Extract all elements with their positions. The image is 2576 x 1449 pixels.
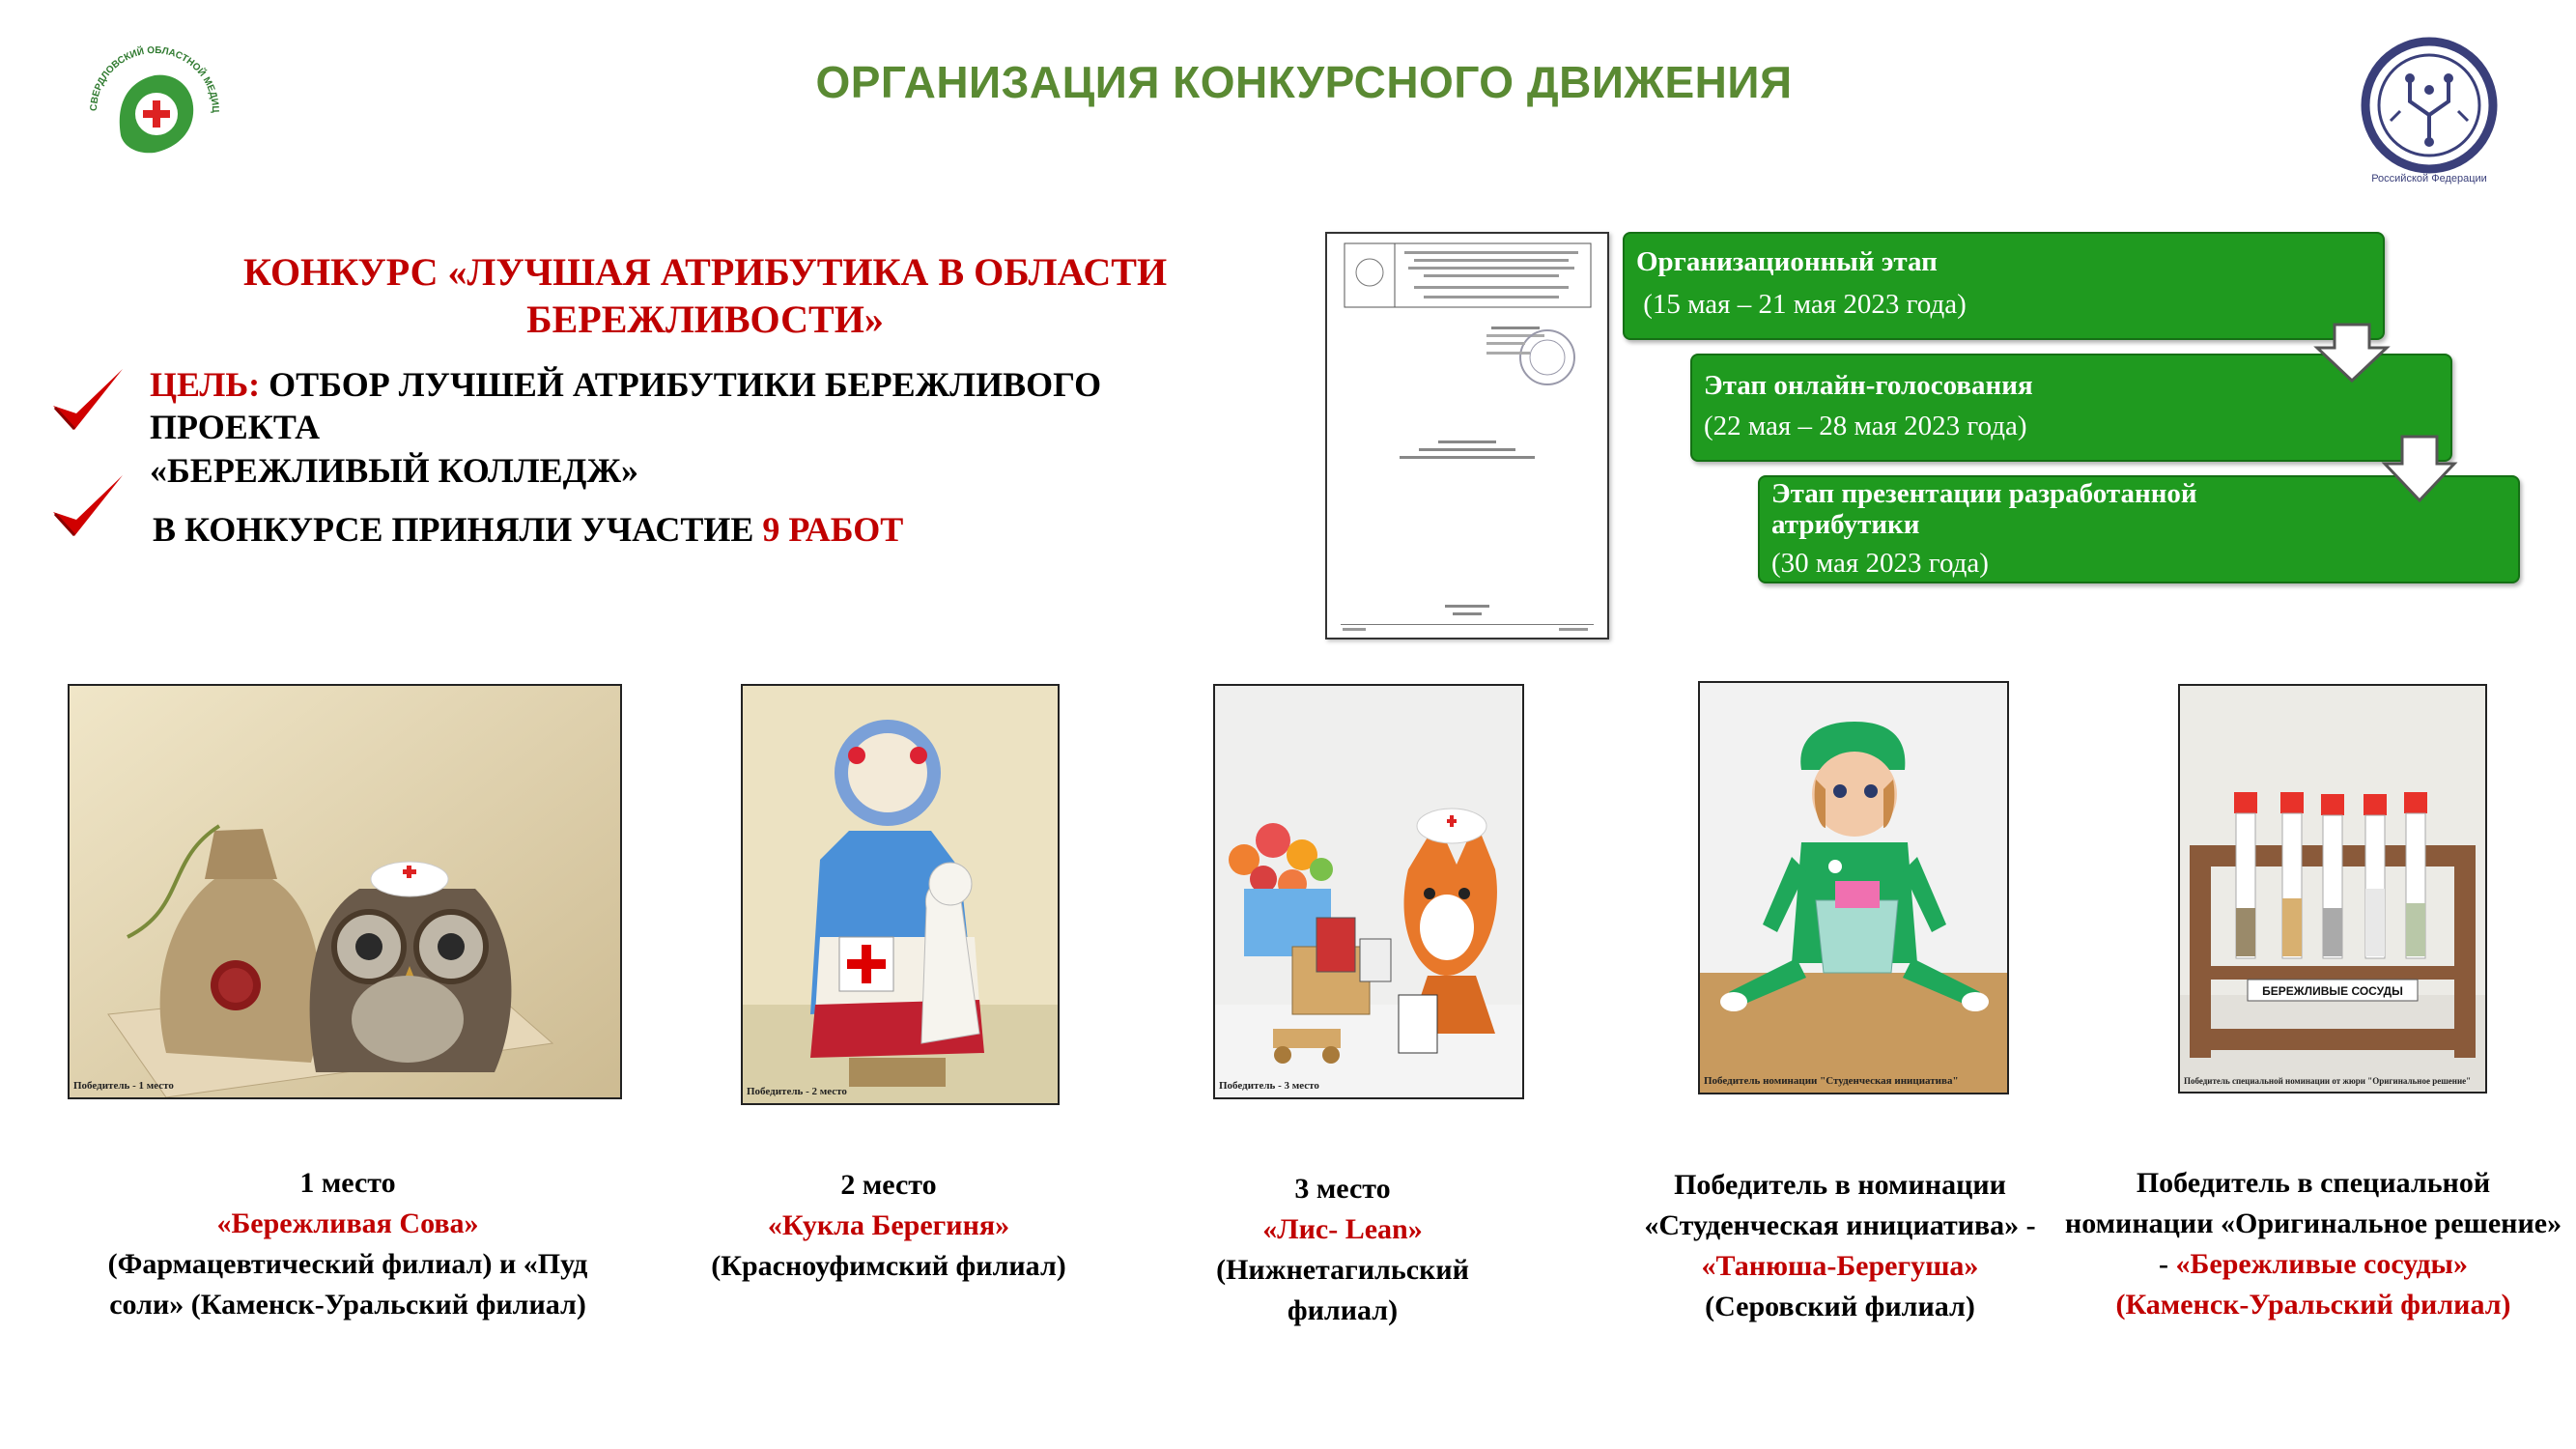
- stage-dates: (15 мая – 21 мая 2023 года): [1636, 289, 1967, 320]
- stage-dates: (30 мая 2023 года): [1771, 548, 1989, 579]
- goal-description: ОТБОР ЛУЧШЕЙ АТРИБУТИКИ БЕРЕЖЛИВОГО ПРОЕКТА: [150, 365, 1102, 447]
- arrow-down-icon: [2381, 435, 2458, 502]
- winner-place: 2 место: [840, 1169, 937, 1201]
- winner-details: (Серовский филиал): [1705, 1291, 1975, 1322]
- participants-count: 9 РАБОТ: [762, 510, 904, 549]
- photo-label: Победитель - 3 место: [1219, 1080, 1319, 1092]
- stage-box-organizational: [1623, 232, 2385, 340]
- winner-details: (Каменск-Уральский филиал): [2115, 1289, 2511, 1321]
- winner-caption-1: [92, 1163, 604, 1325]
- photo-label: Победитель специальной номинации от жюри "Оригинальное решение": [2184, 1076, 2472, 1086]
- winner-details: (Нижнетагильский филиал): [1216, 1254, 1469, 1326]
- winner-caption-2: [657, 1165, 1120, 1287]
- page-title: ОРГАНИЗАЦИЯ КОНКУРСНОГО ДВИЖЕНИЯ: [815, 57, 1793, 107]
- winner-name: «Бережливая Сова»: [216, 1208, 479, 1239]
- participants-text: [153, 508, 1234, 551]
- winner-photo-3: [1213, 684, 1524, 1099]
- winner-name: «Бережливые сосуды»: [2175, 1248, 2468, 1280]
- winner-caption-4: [1618, 1165, 2062, 1327]
- winner-photo-1: [68, 684, 622, 1099]
- winner-place: Победитель в специальной номинации «Оригинальное решение» -: [2064, 1167, 2562, 1280]
- winner-photo-2: [741, 684, 1060, 1105]
- arrow-down-icon: [2313, 323, 2391, 383]
- checkmark-icon: [43, 464, 130, 551]
- stage-title: Организационный этап: [1636, 246, 1938, 277]
- winner-details: (Фармацевтический филиал) и «Пуд соли» (Каменск-Уральский филиал): [107, 1248, 588, 1321]
- winner-name: «Танюша-Берегуша»: [1701, 1250, 1979, 1282]
- stage-dates: (22 мая – 28 мая 2023 года): [1704, 411, 2027, 441]
- winner-caption-5: [2062, 1163, 2564, 1325]
- winner-details: (Красноуфимский филиал): [711, 1250, 1066, 1282]
- goal-text: [150, 363, 1231, 492]
- photo-label: Победитель - 1 место: [73, 1080, 174, 1092]
- winner-name: «Лис- Lean»: [1262, 1213, 1423, 1245]
- contest-title-prefix: КОНКУРС: [242, 250, 439, 294]
- photo-label: Победитель номинации "Студенческая инициатива": [1704, 1075, 1959, 1087]
- winner-place: Победитель в номинации «Студенческая инициатива» -: [1644, 1169, 2036, 1241]
- college-logo: [77, 39, 232, 174]
- winner-place: 1 место: [299, 1167, 396, 1199]
- tubes-sign-text: БЕРЕЖЛИВЫЕ СОСУДЫ: [2262, 984, 2403, 998]
- stage-title: Этап презентации разработанной атрибутики: [1771, 478, 2197, 540]
- stage-title: Этап онлайн-голосования: [1704, 370, 2033, 401]
- federal-logo: [2342, 34, 2516, 188]
- federal-logo-text: Российской Федерации: [2371, 173, 2487, 185]
- photo-label: Победитель - 2 место: [747, 1086, 847, 1097]
- winner-photo-4: [1698, 681, 2009, 1094]
- winner-place: 3 место: [1294, 1173, 1391, 1205]
- winner-photo-5: [2178, 684, 2487, 1094]
- college-logo-text: СВЕРДЛОВСКИЙ ОБЛАСТНОЙ МЕДИЦ: [88, 44, 221, 113]
- participants-label: В КОНКУРСЕ ПРИНЯЛИ УЧАСТИЕ: [153, 510, 763, 549]
- winner-caption-3: [1188, 1169, 1497, 1331]
- checkmark-icon: [43, 357, 130, 444]
- winner-name: «Кукла Берегиня»: [767, 1209, 1010, 1241]
- regulation-document-thumbnail: [1325, 232, 1609, 639]
- contest-title-rest: «ЛУЧШАЯ АТРИБУТИКА В ОБЛАСТИ БЕРЕЖЛИВОСТИ»: [438, 250, 1168, 341]
- goal-label: ЦЕЛЬ:: [150, 365, 261, 404]
- contest-title: [184, 249, 1227, 344]
- goal-project-name: «БЕРЕЖЛИВЫЙ КОЛЛЕДЖ»: [150, 450, 639, 490]
